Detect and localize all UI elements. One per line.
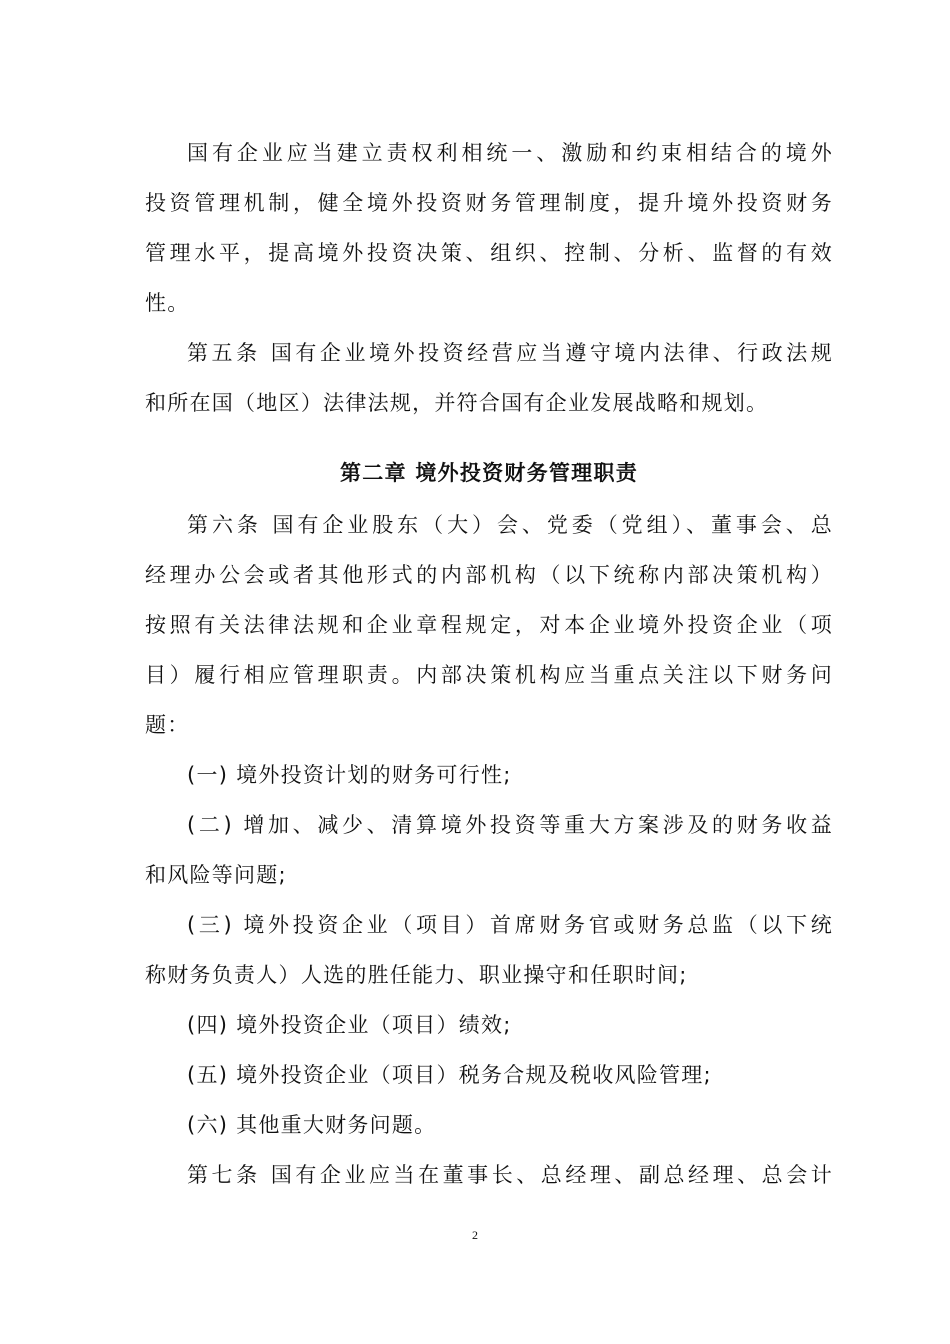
list-item (145, 1000, 833, 1050)
list-item (145, 800, 833, 900)
text-line: 第五条 国有企业境外投资经营应当遵守境内法律、行政法规 (187, 341, 833, 365)
text-line: (三) 境外投资企业（项目）首席财务官或财务总监（以下统 (187, 913, 833, 937)
text-line: 第七条 国有企业应当在董事长、总经理、副总经理、总会计 (187, 1163, 833, 1187)
text-line: 目）履行相应管理职责。内部决策机构应当重点关注以下财务问 (145, 663, 833, 687)
text-line: 性。 (145, 291, 190, 315)
article-5 (145, 328, 833, 428)
chapter-heading: 第二章 境外投资财务管理职责 (340, 461, 638, 485)
text-line: 按照有关法律法规和企业章程规定，对本企业境外投资企业（项 (145, 613, 833, 637)
article-6 (145, 500, 833, 750)
text-line: 和风险等问题; (145, 863, 287, 887)
list-item (145, 1050, 833, 1100)
text-line: 称财务负责人）人选的胜任能力、职业操守和任职时间; (145, 963, 688, 987)
text-line: (四) 境外投资企业（项目）绩效; (187, 1013, 512, 1037)
list-item (145, 750, 833, 800)
text-line: 题： (145, 713, 190, 737)
text-line: (二) 增加、减少、清算境外投资等重大方案涉及的财务收益 (187, 813, 833, 837)
text-line: (五) 境外投资企业（项目）税务合规及税收风险管理; (187, 1063, 712, 1087)
text-line: 和所在国（地区）法律法规，并符合国有企业发展战略和规划。 (145, 391, 769, 415)
text-line: (一) 境外投资计划的财务可行性; (187, 763, 512, 787)
text-line: (六) 其他重大财务问题。 (187, 1113, 437, 1137)
article-7 (145, 1150, 833, 1200)
page-number: 2 (472, 1228, 478, 1242)
list-item (145, 900, 833, 1000)
text-line: 经理办公会或者其他形式的内部机构（以下统称内部决策机构） (145, 563, 833, 587)
text-line: 投资管理机制，健全境外投资财务管理制度，提升境外投资财务 (145, 191, 833, 215)
paragraph-general-principle (145, 128, 833, 328)
text-line: 第六条 国有企业股东（大）会、党委（党组）、董事会、总 (187, 513, 833, 537)
text-line: 管理水平，提高境外投资决策、组织、控制、分析、监督的有效 (145, 241, 833, 265)
text-line: 国有企业应当建立责权利相统一、激励和约束相结合的境外 (187, 141, 833, 165)
list-item (145, 1100, 833, 1150)
